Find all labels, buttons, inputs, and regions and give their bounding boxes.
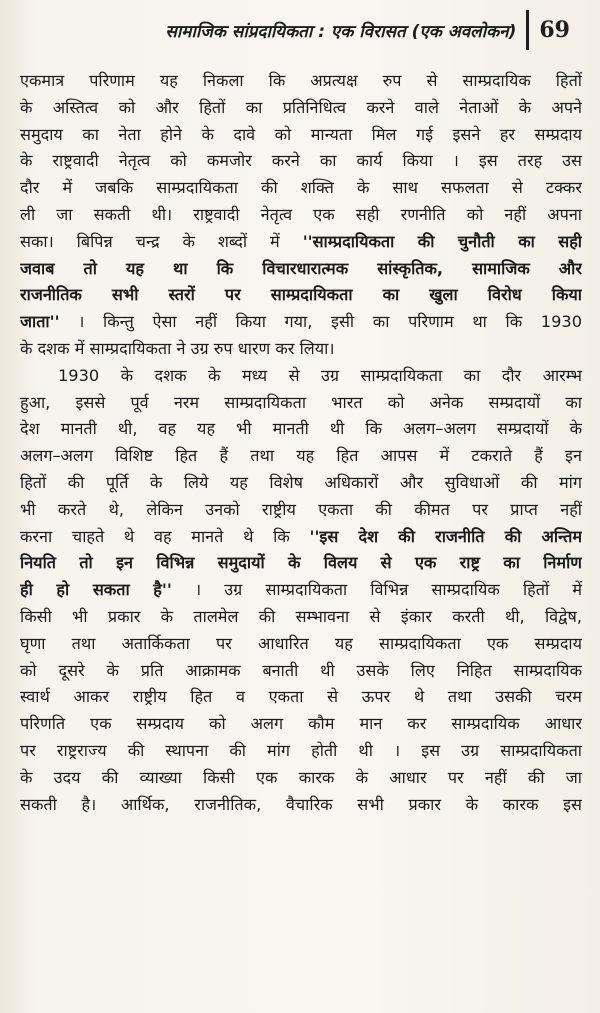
text-line: के दशक में साम्प्रदायिकता ने उग्र रुप धारण कर लिया। bbox=[20, 338, 335, 358]
bold-quote: जवाब तो यह था कि विचारधारात्मक सांस्कृतिक, सामाजिक और bbox=[20, 258, 582, 278]
text-line bbox=[20, 309, 582, 336]
text-line: दौर में जबकि साम्प्रदायिकता की शक्ति के साथ सफलता से टक्कर bbox=[20, 178, 582, 198]
text-line bbox=[20, 282, 582, 309]
text-line: ली जा सकती थी। राष्ट्रवादी नेतृत्व एक सही रणनीति को नहीं अपना bbox=[20, 204, 582, 224]
text-segment: करना चाहते थे वह मानते थे कि bbox=[20, 526, 290, 546]
text-line: हितों की पूर्ति के लिये यह विशेष अधिकारों और सुविधाओं की मांग bbox=[20, 472, 582, 492]
running-head: सामाजिक सांप्रदायिकता : एक विरासत (एक अवलोकन) bbox=[165, 21, 517, 42]
body-text bbox=[20, 68, 582, 818]
text-line: पर राष्ट्रराज्य की स्थापना की मांग होती थी । इस उग्र साम्प्रदायिकता bbox=[20, 740, 582, 760]
text-line bbox=[20, 577, 582, 604]
page-number: 69 bbox=[539, 17, 570, 43]
text-line: घृणा तथा अतार्किकता पर आधारित यह साम्प्रदायिकता एक सम्प्रदाय bbox=[20, 633, 582, 653]
text-line: अलग–अलग विशिष्ट हित हैं तथा यह हित आपस में टकराते हैं इन bbox=[20, 446, 582, 466]
text-line: स्वार्थ आकर राष्ट्रीय हित व एकता से ऊपर थे तथा उसकी चरम bbox=[20, 687, 582, 707]
text-line: को दूसरे के प्रति आक्रामक बनाती थी उसके लिए निहित साम्प्रदायिक bbox=[20, 660, 582, 680]
header-divider bbox=[526, 10, 529, 50]
bold-quote: ही हो सकता है'' bbox=[20, 580, 172, 600]
text-line: सकती है। आर्थिक, राजनीतिक, वैचारिक सभी प्रकार के कारक इस bbox=[20, 794, 582, 814]
text-line bbox=[20, 550, 582, 577]
text-segment: सका। बिपिन्न चन्द्र के शब्दों में bbox=[20, 231, 280, 251]
text-line: भी करते थे, लेकिन उनको राष्ट्रीय एकता की कीमत पर प्राप्त नहीं bbox=[20, 499, 582, 519]
text-line bbox=[20, 229, 582, 256]
text-segment: । किन्तु ऐसा नहीं किया गया, इसी का परिणाम था कि 1930 bbox=[78, 312, 582, 332]
text-line: के अस्तित्व को और हितों का प्रतिनिधित्व करने वाले नेताओं के अपने bbox=[20, 97, 582, 117]
page-header bbox=[30, 10, 570, 50]
text-line: किसी भी प्रकार के तालमेल की सम्भावना से इंकार करती थी, विद्वेष, bbox=[20, 606, 582, 626]
text-line: परिणति एक सम्प्रदाय को अलग कौम मान कर साम्प्रदायिक आधार bbox=[20, 714, 582, 734]
bold-quote: जाता'' bbox=[20, 312, 60, 332]
bold-quote: नियति तो इन विभिन्न समुदायों के विलय से एक राष्ट्र का निर्माण bbox=[20, 553, 582, 573]
bold-quote: राजनीतिक सभी स्तरों पर साम्प्रदायिकता का खुला विरोध किया bbox=[20, 285, 582, 305]
bold-quote: ''इस देश की राजनीति की अन्तिम bbox=[309, 526, 582, 546]
text-line: देश मानती थी, वह यह भी मानती थी कि अलग–अलग सम्प्रदायों के bbox=[20, 419, 582, 439]
text-line: हुआ, इससे पूर्व नरम साम्प्रदायिकता भारत को अनेक सम्प्रदायों का bbox=[20, 392, 582, 412]
bold-quote: ''साम्प्रदायिकता की चुनौती का सही bbox=[302, 231, 582, 251]
text-segment: । उग्र साम्प्रदायिकता विभिन्न साम्प्रदायिक हितों में bbox=[195, 580, 582, 600]
text-line: समुदाय का नेता होने के दावे को मान्यता मिल गई इसने हर सम्प्रदाय bbox=[20, 124, 582, 144]
text-line: 1930 के दशक के मध्य से उग्र साम्प्रदायिकता का दौर आरम्भ bbox=[58, 365, 582, 385]
text-line bbox=[20, 256, 582, 283]
text-line: के उदय की व्याख्या किसी एक कारक के आधार पर नहीं की जा bbox=[20, 767, 582, 787]
text-line: एकमात्र परिणाम यह निकला कि अप्रत्यक्ष रुप से साम्प्रदायिक हितों bbox=[20, 71, 582, 90]
text-line bbox=[20, 524, 582, 551]
text-line: के राष्ट्रवादी नेतृत्व को कमजोर करने का कार्य किया । इस तरह उस bbox=[20, 151, 582, 171]
